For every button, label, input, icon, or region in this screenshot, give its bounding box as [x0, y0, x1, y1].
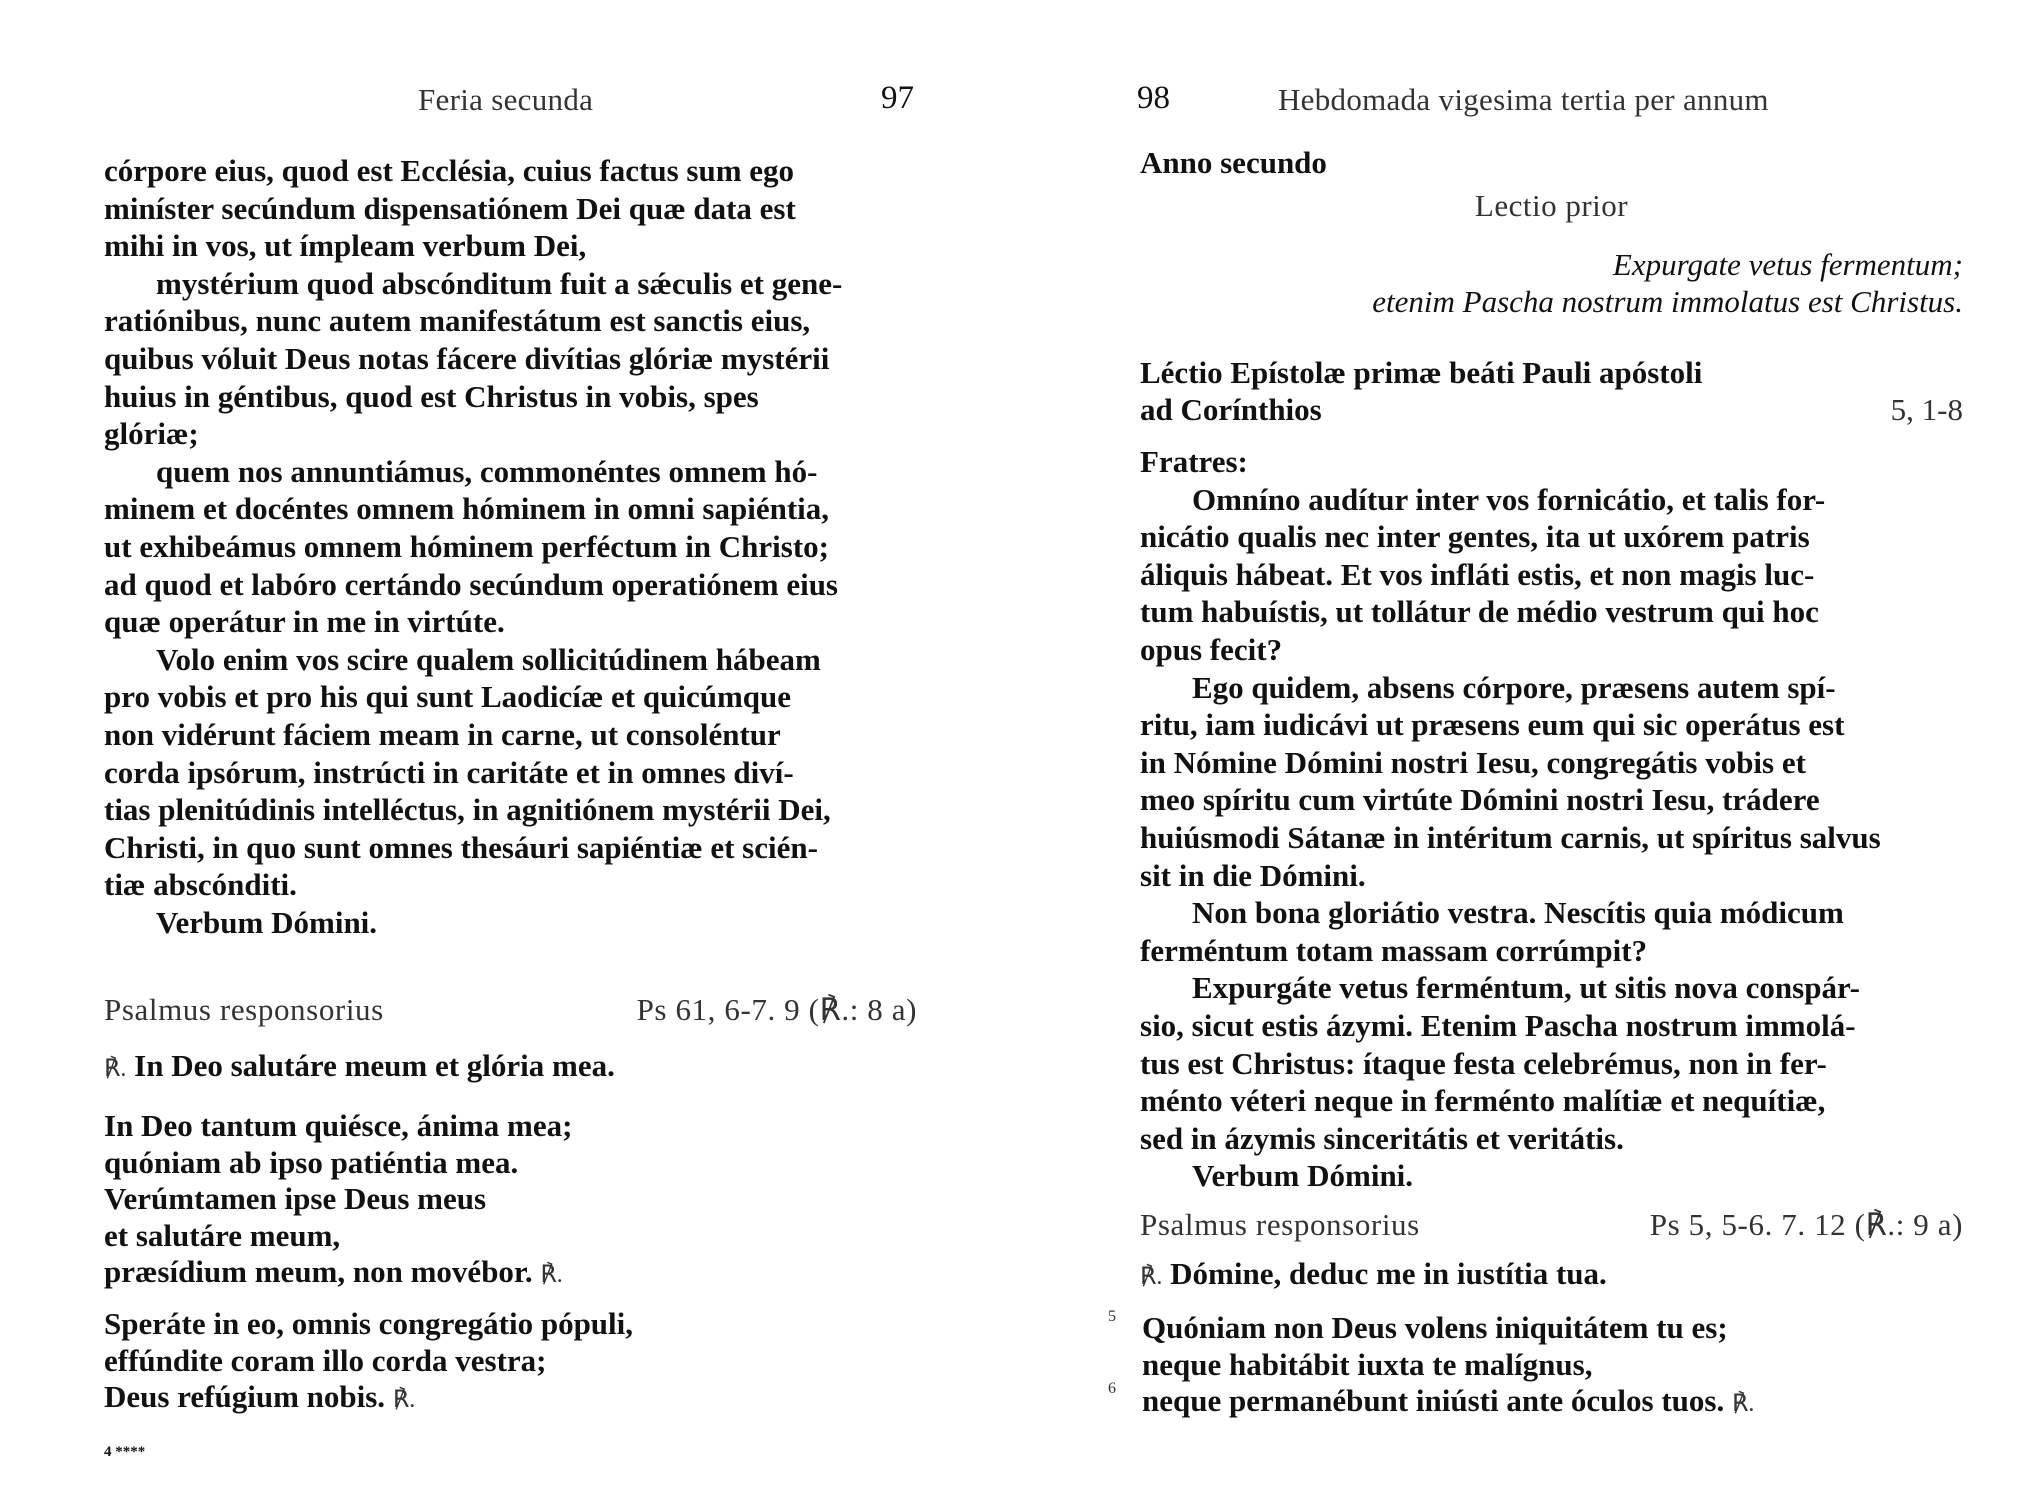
psalm-heading: [104, 992, 917, 1028]
text-line: ut exhibeámus omnem hóminem perféctum in Christo;: [104, 528, 830, 564]
running-title: Feria secunda: [418, 82, 594, 117]
reading-title: [1140, 354, 1963, 428]
text-line: Christi, in quo sunt omnes thesáuri sapiéntiæ et scién-: [104, 829, 818, 865]
verse-number: 6: [1108, 1380, 1116, 1397]
verbum-domini: Verbum Dómini.: [156, 904, 378, 940]
paragraph: [1140, 481, 1963, 669]
text-line: ferméntum totam massam corrúmpit?: [1140, 932, 1648, 968]
reading-title-line: Léctio Epístolæ primæ beáti Pauli apóstoli: [1140, 355, 1703, 390]
text-line: Volo enim vos scire qualem sollicitúdinem hábeam: [156, 641, 821, 677]
paragraph: [1140, 969, 1963, 1157]
verse-number: 5: [1108, 1308, 1116, 1325]
text-line: in Nómine Dómini nostri Iesu, congregátis vobis et: [1140, 744, 1806, 780]
lectio-prior-heading: Lectio prior: [1474, 188, 1629, 223]
paragraph: [104, 904, 917, 942]
stanza-line: Quóniam non Deus volens iniquitátem tu es;: [1142, 1310, 1728, 1345]
text-line: Ego quidem, absens córpore, præsens autem spí-: [1192, 669, 1836, 705]
psalm-reference: Ps 5, 5-6. 7. 12 (℟.: 9 a): [1649, 1207, 1963, 1242]
text-line: mihi in vos, ut ímpleam verbum Dei,: [104, 228, 587, 264]
text-line: huiúsmodi Sátanæ in intéritum carnis, ut spíritus salvus: [1140, 819, 1881, 855]
text-line: tus est Christus: ítaque festa celebrémus, non in fer-: [1140, 1045, 1827, 1081]
verbum-domini: Verbum Dómini.: [1192, 1158, 1414, 1194]
psalm-stanza: [104, 1306, 633, 1419]
text-line: Fratres:: [1140, 444, 1248, 479]
paragraph: [1140, 669, 1963, 895]
psalm-label: Psalmus responsorius: [104, 992, 384, 1027]
text-line: áliquis hábeat. Et vos infláti estis, et non magis luc-: [1140, 556, 1815, 592]
response-symbol: ℟.: [540, 1262, 563, 1288]
text-line: mystérium quod abscónditum fuit a sǽculis et gene-: [156, 265, 843, 301]
reading-text: [104, 152, 917, 941]
stanza-line-with-response: [1142, 1383, 1754, 1423]
running-title: Hebdomada vigesima tertia per annum: [1278, 82, 1769, 117]
text-line: nicátio qualis nec inter gentes, ita ut uxórem patris: [1140, 519, 1810, 555]
reading-text: [1140, 443, 1963, 1195]
text-line: meo spíritu cum virtúte Dómini nostri Iesu, trádere: [1140, 782, 1820, 818]
text-line: Omníno audítur inter vos fornicátio, et talis for-: [1192, 481, 1826, 517]
salutation: [1140, 443, 1963, 481]
text-line: ménto véteri neque in ferménto malítiæ et nequítiæ,: [1140, 1083, 1826, 1119]
response-text: In Deo salutáre meum et glória mea.: [134, 1048, 615, 1083]
text-line: ad quod et labóro certándo secúndum operatiónem eius: [104, 566, 838, 602]
reading-motto: [1140, 246, 1963, 320]
paragraph: [104, 453, 917, 641]
stanza-line: Speráte in eo, omnis congregátio pópuli,: [104, 1306, 634, 1341]
psalm-heading: [1140, 1207, 1963, 1243]
motto-line: Expurgate vetus fermentum;: [1612, 247, 1963, 282]
text-line: tias plenitúdinis intelléctus, in agnitiónem mystérii Dei,: [104, 792, 831, 828]
page-number: 98: [1137, 80, 1170, 116]
text-line: sio, sicut estis ázymi. Etenim Pascha nostrum immolá-: [1140, 1007, 1856, 1043]
paragraph: [104, 152, 917, 265]
text-line: tiæ abscónditi.: [104, 867, 297, 903]
stanza-line: In Deo tantum quiésce, ánima mea;: [104, 1108, 573, 1143]
text-line: quæ operátur in me in virtúte.: [104, 604, 505, 640]
response-symbol: ℟.: [104, 1056, 127, 1082]
psalm-stanza: [104, 1108, 572, 1294]
paragraph: [104, 265, 917, 453]
text-line: quem nos annuntiámus, commonéntes omnem hó-: [156, 453, 818, 489]
text-line: glóriæ;: [104, 416, 199, 452]
scripture-reference: 5, 1-8: [1890, 392, 1963, 427]
stanza-line-with-response: [104, 1379, 633, 1419]
text-line: corda ipsórum, instrúcti in caritáte et in omnes diví-: [104, 754, 794, 790]
text-line: sit in die Dómini.: [1140, 857, 1366, 893]
stanza-line: Verúmtamen ipse Deus meus: [104, 1181, 487, 1216]
psalm-stanza: [1142, 1310, 1754, 1423]
response-symbol: ℟.: [392, 1387, 416, 1413]
stanza-line: quóniam ab ipso patiéntia mea.: [104, 1144, 519, 1180]
text-line: minem et docéntes omnem hóminem in omni sapiéntia,: [104, 491, 830, 527]
text-line: tum habuístis, ut tollátur de médio vestrum qui hoc: [1140, 594, 1819, 630]
text-line: quibus vóluit Deus notas fácere divítias glóriæ mystérii: [104, 340, 830, 376]
stanza-line-with-response: [104, 1254, 572, 1294]
stanza-line: neque habitábit iuxta te malígnus,: [1142, 1346, 1593, 1382]
psalm-response: [104, 1048, 615, 1084]
text-line: opus fecit?: [1140, 631, 1283, 667]
motto-line: etenim Pascha nostrum immolatus est Christus.: [1372, 284, 1963, 319]
text-line: Expurgáte vetus ferméntum, ut sitis nova conspár-: [1192, 970, 1860, 1006]
text-line: non vidérunt fáciem meam in carne, ut consoléntur: [104, 716, 781, 752]
paragraph: [1140, 894, 1963, 969]
stanza-line-text: neque permanébunt iniústi ante óculos tuos.: [1142, 1383, 1725, 1418]
response-symbol: ℟.: [1731, 1391, 1755, 1417]
text-line: Non bona gloriátio vestra. Nescítis quia módicum: [1192, 895, 1844, 931]
page-number: 97: [881, 80, 914, 116]
text-line: ratiónibus, nunc autem manifestátum est sanctis eius,: [104, 303, 811, 339]
paragraph: [1140, 1157, 1963, 1195]
stanza-line-text: præsídium meum, non movébor.: [104, 1254, 533, 1289]
response-text: Dómine, deduc me in iustítia tua.: [1170, 1256, 1607, 1291]
psalm-label: Psalmus responsorius: [1140, 1207, 1420, 1242]
anno-heading: Anno secundo: [1140, 145, 1327, 180]
stanza-line-text: Deus refúgium nobis.: [104, 1379, 386, 1414]
text-line: huius in géntibus, quod est Christus in vobis, spes: [104, 378, 759, 414]
signature-mark: 4 ****: [104, 1444, 146, 1460]
text-line: sed in ázymis sinceritátis et veritátis.: [1140, 1120, 1624, 1156]
psalm-response: [1140, 1256, 1607, 1292]
text-line: pro vobis et pro his qui sunt Laodicíæ et quicúmque: [104, 679, 792, 715]
reading-title-line: ad Corínthios: [1140, 392, 1322, 427]
paragraph: [104, 641, 917, 904]
stanza-line: effúndite coram illo corda vestra;: [104, 1342, 547, 1378]
text-line: miníster secúndum dispensatiónem Dei quæ data est: [104, 190, 796, 226]
text-line: córpore eius, quod est Ecclésia, cuius factus sum ego: [104, 153, 795, 188]
psalm-reference: Ps 61, 6-7. 9 (℟.: 8 a): [636, 992, 917, 1027]
response-symbol: ℟.: [1140, 1264, 1163, 1290]
stanza-line: et salutáre meum,: [104, 1217, 341, 1253]
text-line: ritu, iam iudicávi ut præsens eum qui sic operátus est: [1140, 707, 1845, 743]
